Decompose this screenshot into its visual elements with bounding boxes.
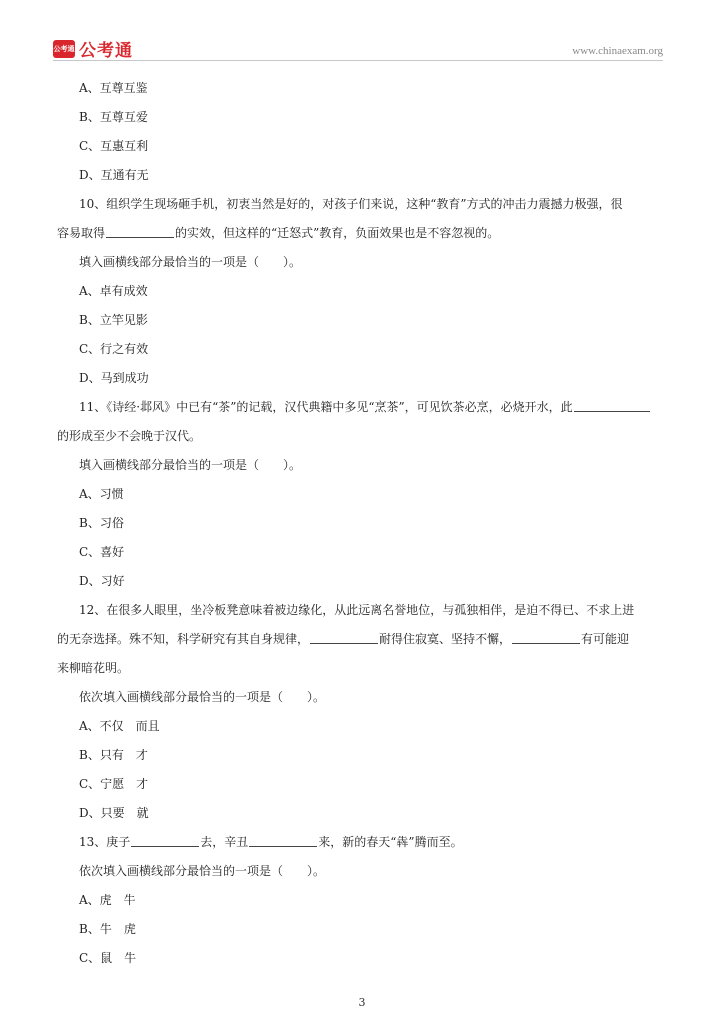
q11-option-c: C、喜好 (79, 545, 125, 559)
q9-option-b: B、互尊互爱 (79, 110, 148, 124)
q13-option-c: C、鼠 牛 (79, 951, 137, 965)
q9-option-d: D、互通有无 (79, 168, 149, 182)
q11-option-d: D、习好 (79, 574, 125, 588)
q12-option-b: B、只有 才 (79, 748, 148, 762)
q11-prompt: 填入画横线部分最恰当的一项是（ ）。 (79, 458, 302, 472)
q10-option-d: D、马到成功 (79, 371, 149, 385)
q13-blank-2 (249, 834, 317, 847)
q10-stem-line1: 10、组织学生现场砸手机，初衷当然是好的，对孩子们来说，这种“教育”方式的冲击力震撼力极强，很 (79, 197, 623, 211)
q12-stem-text-a: 的无奈选择。殊不知，科学研究有其自身规律， (57, 632, 310, 646)
q9-option-a: A、互尊互鉴 (79, 81, 148, 95)
q12-stem-line3: 来柳暗花明。 (57, 661, 130, 675)
q10-stem-text-a: 容易取得 (57, 226, 106, 240)
site-url: www.chinaexam.org (572, 45, 663, 57)
q11-stem-line2: 的形成至少不会晚于汉代。 (57, 429, 202, 443)
q12-option-d: D、只要 就 (79, 806, 149, 820)
q13-stem-text-a: 13、庚子 (79, 835, 131, 849)
q10-blank (106, 225, 174, 238)
q12-stem-line1: 12、在很多人眼里，坐冷板凳意味着被边缘化，从此远离名誉地位，与孤独相伴，是迫不得已、不求上进 (79, 603, 635, 617)
q12-option-a: A、不仅 而且 (79, 719, 160, 733)
q12-stem-text-c: 有可能迎 (581, 632, 630, 646)
q12-option-c: C、宁愿 才 (79, 777, 149, 791)
q13-option-b: B、牛 虎 (79, 922, 136, 936)
q13-prompt: 依次填入画横线部分最恰当的一项是（ ）。 (79, 864, 326, 878)
q9-option-c: C、互惠互利 (79, 139, 149, 153)
q11-blank (574, 399, 650, 412)
q13-stem-line1 (57, 828, 669, 857)
q10-prompt: 填入画横线部分最恰当的一项是（ ）。 (79, 255, 302, 269)
q10-stem-text-b: 的实效，但这样的“迁怒式”教育，负面效果也是不容忽视的。 (175, 226, 500, 240)
q12-stem-text-b: 耐得住寂寞、坚持不懈， (379, 632, 512, 646)
logo-text: 公考通 (79, 41, 133, 61)
q13-blank-1 (131, 834, 199, 847)
q10-option-c: C、行之有效 (79, 342, 149, 356)
q10-option-a: A、卓有成效 (79, 284, 148, 298)
q11-option-b: B、习俗 (79, 516, 124, 530)
logo-badge: 公考通 (53, 40, 75, 58)
q10-stem-line2 (57, 219, 669, 248)
page-header (53, 32, 663, 62)
q12-blank-2 (512, 631, 580, 644)
q12-blank-1 (310, 631, 378, 644)
q13-option-a: A、虎 牛 (79, 893, 136, 907)
q11-stem-line1 (57, 393, 669, 422)
q13-stem-text-c: 来，新的春天“犇”腾而至。 (318, 835, 463, 849)
header-divider (53, 60, 663, 61)
q13-stem-text-b: 去，辛丑 (200, 835, 249, 849)
q10-option-b: B、立竿见影 (79, 313, 148, 327)
q12-prompt: 依次填入画横线部分最恰当的一项是（ ）。 (79, 690, 326, 704)
q12-stem-line2 (57, 625, 669, 654)
q11-stem-text-a: 11、《诗经·邶风》中已有“茶”的记载，汉代典籍中多见“烹茶”，可见饮茶必烹，必烧开水，此 (79, 400, 573, 414)
question-content (57, 74, 669, 973)
page-number: 3 (358, 996, 366, 1009)
brand-logo (53, 36, 133, 61)
q11-option-a: A、习惯 (79, 487, 124, 501)
